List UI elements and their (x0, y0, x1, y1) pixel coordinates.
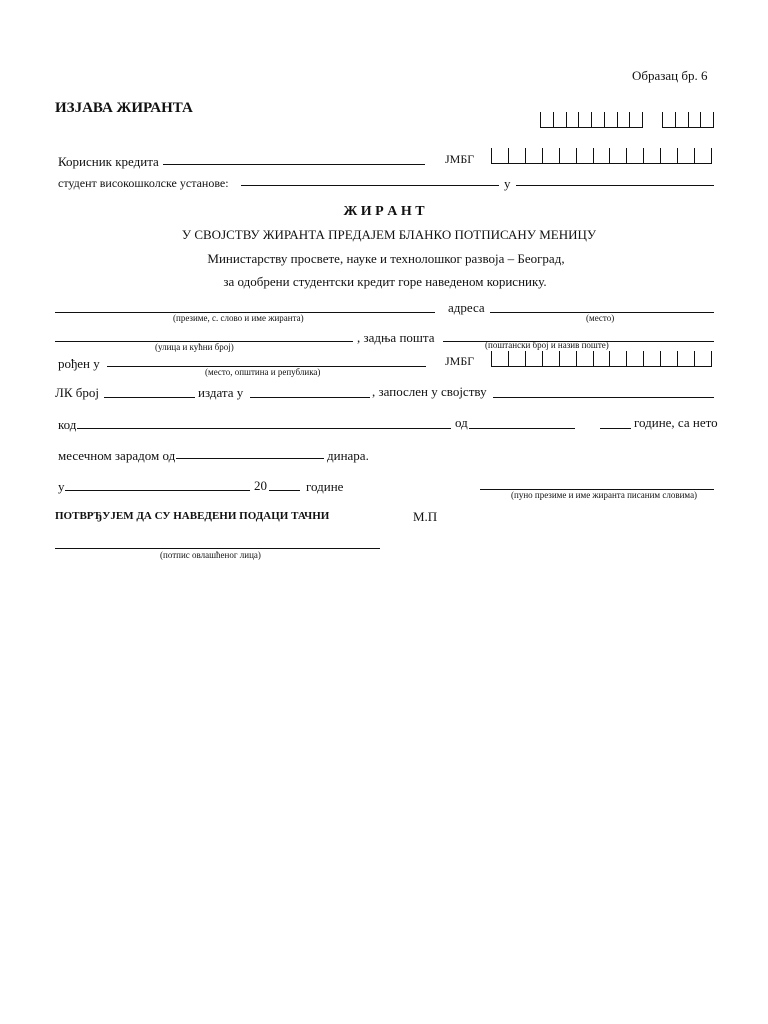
digit-box[interactable] (675, 112, 688, 127)
digit-box[interactable] (559, 351, 576, 366)
borrower-label: Корисник кредита (58, 154, 159, 169)
year-field[interactable] (269, 490, 300, 491)
salary-label: месечном зарадом од (58, 448, 176, 463)
top-boxes-group-b[interactable] (662, 112, 714, 128)
institution-field[interactable] (241, 185, 499, 186)
currency-label: динара. (327, 448, 369, 463)
ministry-line: Министарству просвете, науке и технолошког развоја – Београд, (207, 251, 565, 266)
guarantor-statement: У СВОЈСТВУ ЖИРАНТА ПРЕДАЈЕМ БЛАНКО ПОТПИСАНУ МЕНИЦУ (181, 227, 597, 242)
borrower-jmbg-boxes[interactable] (491, 148, 712, 164)
year-suffix: године (306, 479, 344, 494)
digit-box[interactable] (542, 351, 559, 366)
since-field[interactable] (469, 428, 575, 429)
date-place-label: у (58, 479, 65, 494)
place-hint: (место) (586, 313, 615, 323)
full-name-hint: (пуно презиме и име жиранта писаним словима) (511, 490, 698, 500)
digit-box[interactable] (491, 148, 508, 163)
top-boxes-group-a[interactable] (540, 112, 643, 128)
guarantor-heading: Ж И Р А Н Т (343, 204, 425, 219)
digit-box[interactable] (591, 112, 604, 127)
employed-label: , запослен у својству (372, 384, 487, 399)
digit-box[interactable] (542, 148, 559, 163)
born-label: рођен у (58, 356, 100, 371)
digit-box[interactable] (593, 148, 610, 163)
salary-field[interactable] (176, 458, 324, 459)
id-number-field[interactable] (104, 397, 195, 398)
signature-hint: (потпис овлашћеног лица) (160, 550, 261, 560)
digit-box[interactable] (566, 112, 579, 127)
address-label: адреса (448, 300, 485, 315)
digit-box[interactable] (540, 112, 553, 127)
form-title: ИЗЈАВА ЖИРАНТА (55, 100, 193, 116)
signature-field[interactable] (55, 548, 380, 549)
digit-box[interactable] (660, 351, 677, 366)
digit-box[interactable] (662, 112, 675, 127)
digit-box[interactable] (643, 351, 660, 366)
digit-box[interactable] (576, 351, 593, 366)
purpose-line: за одобрени студентски кредит горе наведеном кориснику. (223, 274, 547, 289)
postal-hint: (поштански број и назив поште) (485, 340, 609, 350)
digit-box[interactable] (617, 112, 630, 127)
guarantor-jmbg-label: ЈМБГ (445, 354, 475, 368)
borrower-field[interactable] (163, 164, 425, 165)
digit-box[interactable] (694, 148, 712, 163)
digit-box[interactable] (508, 351, 525, 366)
post-label: , задња пошта (357, 330, 435, 345)
digit-box[interactable] (559, 148, 576, 163)
form-number: Образац бр. 6 (632, 68, 708, 83)
digit-box[interactable] (677, 148, 694, 163)
born-hint: (место, општина и република) (205, 367, 321, 377)
digit-box[interactable] (525, 351, 542, 366)
employer-field[interactable] (77, 428, 451, 429)
institution-city-label: у (504, 176, 511, 191)
digit-box[interactable] (578, 112, 591, 127)
date-place-field[interactable] (65, 490, 250, 491)
digit-box[interactable] (643, 148, 660, 163)
employer-label: код (58, 417, 77, 432)
digit-box[interactable] (491, 351, 508, 366)
digit-box[interactable] (677, 351, 694, 366)
digit-box[interactable] (688, 112, 701, 127)
issued-label: издата у (198, 385, 244, 400)
since-label: од (455, 415, 468, 430)
institution-city-field[interactable] (516, 185, 714, 186)
id-label: ЛК број (55, 385, 99, 400)
digit-box[interactable] (508, 148, 525, 163)
institution-label: студент високошколске установе: (58, 176, 229, 190)
guarantor-name-hint: (презиме, с. слово и име жиранта) (173, 313, 304, 323)
digit-box[interactable] (609, 148, 626, 163)
digit-box[interactable] (626, 351, 643, 366)
digit-box[interactable] (525, 148, 542, 163)
digit-box[interactable] (700, 112, 714, 127)
digit-box[interactable] (660, 148, 677, 163)
confirmation-text: ПОТВРЂУЈЕМ ДА СУ НАВЕДЕНИ ПОДАЦИ ТАЧНИ (55, 510, 330, 522)
digit-box[interactable] (629, 112, 643, 127)
years-field[interactable] (600, 428, 631, 429)
digit-box[interactable] (576, 148, 593, 163)
digit-box[interactable] (609, 351, 626, 366)
borrower-jmbg-label: ЈМБГ (445, 152, 475, 166)
seal-label: М.П (413, 509, 438, 524)
years-label: године, са нето (634, 415, 718, 430)
employed-as-field[interactable] (493, 397, 714, 398)
digit-box[interactable] (553, 112, 566, 127)
digit-box[interactable] (694, 351, 712, 366)
guarantor-jmbg-boxes[interactable] (491, 351, 712, 367)
digit-box[interactable] (604, 112, 617, 127)
digit-box[interactable] (593, 351, 610, 366)
year-prefix: 20 (254, 478, 267, 493)
digit-box[interactable] (626, 148, 643, 163)
issued-field[interactable] (250, 397, 370, 398)
street-hint: (улица и кућни број) (155, 342, 234, 352)
